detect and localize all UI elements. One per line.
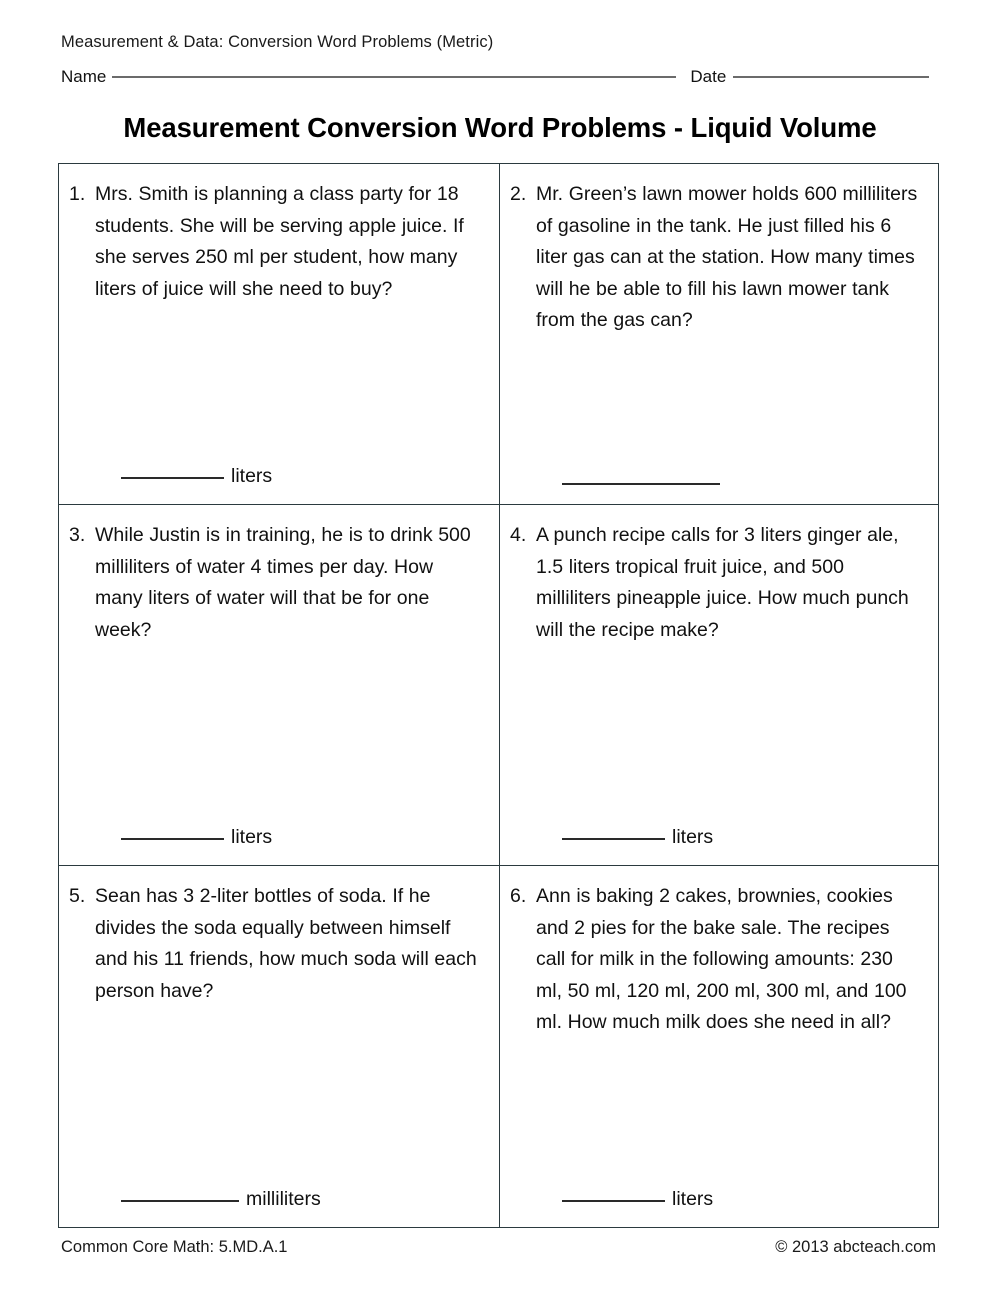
answer-unit-label: liters [231,465,273,487]
copyright-label: © 2013 abcteach.com [775,1238,936,1256]
answer-blank[interactable] [562,838,665,840]
problem-cell-3 [59,505,500,866]
answer-blank[interactable] [121,477,224,479]
problem-number: 6. [510,885,527,907]
problem-4 [510,520,924,646]
problem-text: Ann is baking 2 cakes, brownies, cookies and 2 pies for the bake sale. The recipes call for milk in the following amounts: 230 ml, 50 ml, 120 ml, 200 ml, 300 ml, and 100 ml. How much milk does she need in all? [536,885,907,1033]
subject-line: Measurement & Data: Conversion Word Problems (Metric) [61,33,494,51]
name-write-line[interactable] [112,76,676,78]
table-row [59,866,939,1228]
problem-6 [510,881,924,1039]
answer-blank[interactable] [562,483,720,485]
date-write-line[interactable] [733,76,929,78]
problem-number: 5. [69,885,86,907]
answer-area-1 [69,465,272,488]
name-label: Name [61,67,107,86]
date-label: Date [690,67,727,86]
problem-text: While Justin is in training, he is to drink 500 milliliters of water 4 times per day. How many liters of water will that be for one week? [95,524,471,641]
table-row [59,505,939,866]
table-row [59,164,939,505]
problems-table [58,163,939,1228]
problem-cell-5 [59,866,500,1228]
answer-unit-label: liters [672,1188,714,1210]
problem-cell-2 [500,164,939,505]
problem-number: 3. [69,524,86,546]
answer-area-4 [510,826,713,849]
answer-blank[interactable] [562,1200,665,1202]
problem-3 [69,520,485,646]
problem-cell-6 [500,866,939,1228]
problem-cell-1 [59,164,500,505]
standard-label: Common Core Math: 5.MD.A.1 [61,1238,288,1256]
problem-text: A punch recipe calls for 3 liters ginger ale, 1.5 liters tropical fruit juice, and 500 milliliters pineapple juice. How much punch will the recipe make? [536,524,909,641]
problem-cell-4 [500,505,939,866]
answer-blank[interactable] [121,838,224,840]
answer-area-2 [510,486,720,488]
problem-number: 4. [510,524,527,546]
problem-2 [510,179,924,337]
problem-number: 2. [510,183,527,205]
problem-text: Mrs. Smith is planning a class party for 18 students. She will be serving apple juice. If she serves 250 ml per student, how many liters of juice will she need to buy? [95,183,464,300]
page-title: Measurement Conversion Word Problems - Liquid Volume [123,112,877,143]
name-date-row [61,67,936,93]
problem-text: Mr. Green’s lawn mower holds 600 milliliters of gasoline in the tank. He just filled his 6 liter gas can at the station. How many times will he be able to fill his lawn mower tank from the gas can? [536,183,918,331]
answer-area-5 [69,1188,321,1211]
answer-blank[interactable] [121,1200,239,1202]
problem-1 [69,179,485,305]
answer-area-6 [510,1188,713,1211]
answer-area-3 [69,826,272,849]
problem-5 [69,881,485,1007]
page-footer [61,1238,936,1257]
answer-unit-label: liters [231,826,273,848]
answer-unit-label: liters [672,826,714,848]
problem-text: Sean has 3 2-liter bottles of soda. If he divides the soda equally between himself and his 11 friends, how much soda will each person have? [95,885,477,1002]
answer-unit-label: milliliters [246,1188,321,1210]
problem-number: 1. [69,183,86,205]
